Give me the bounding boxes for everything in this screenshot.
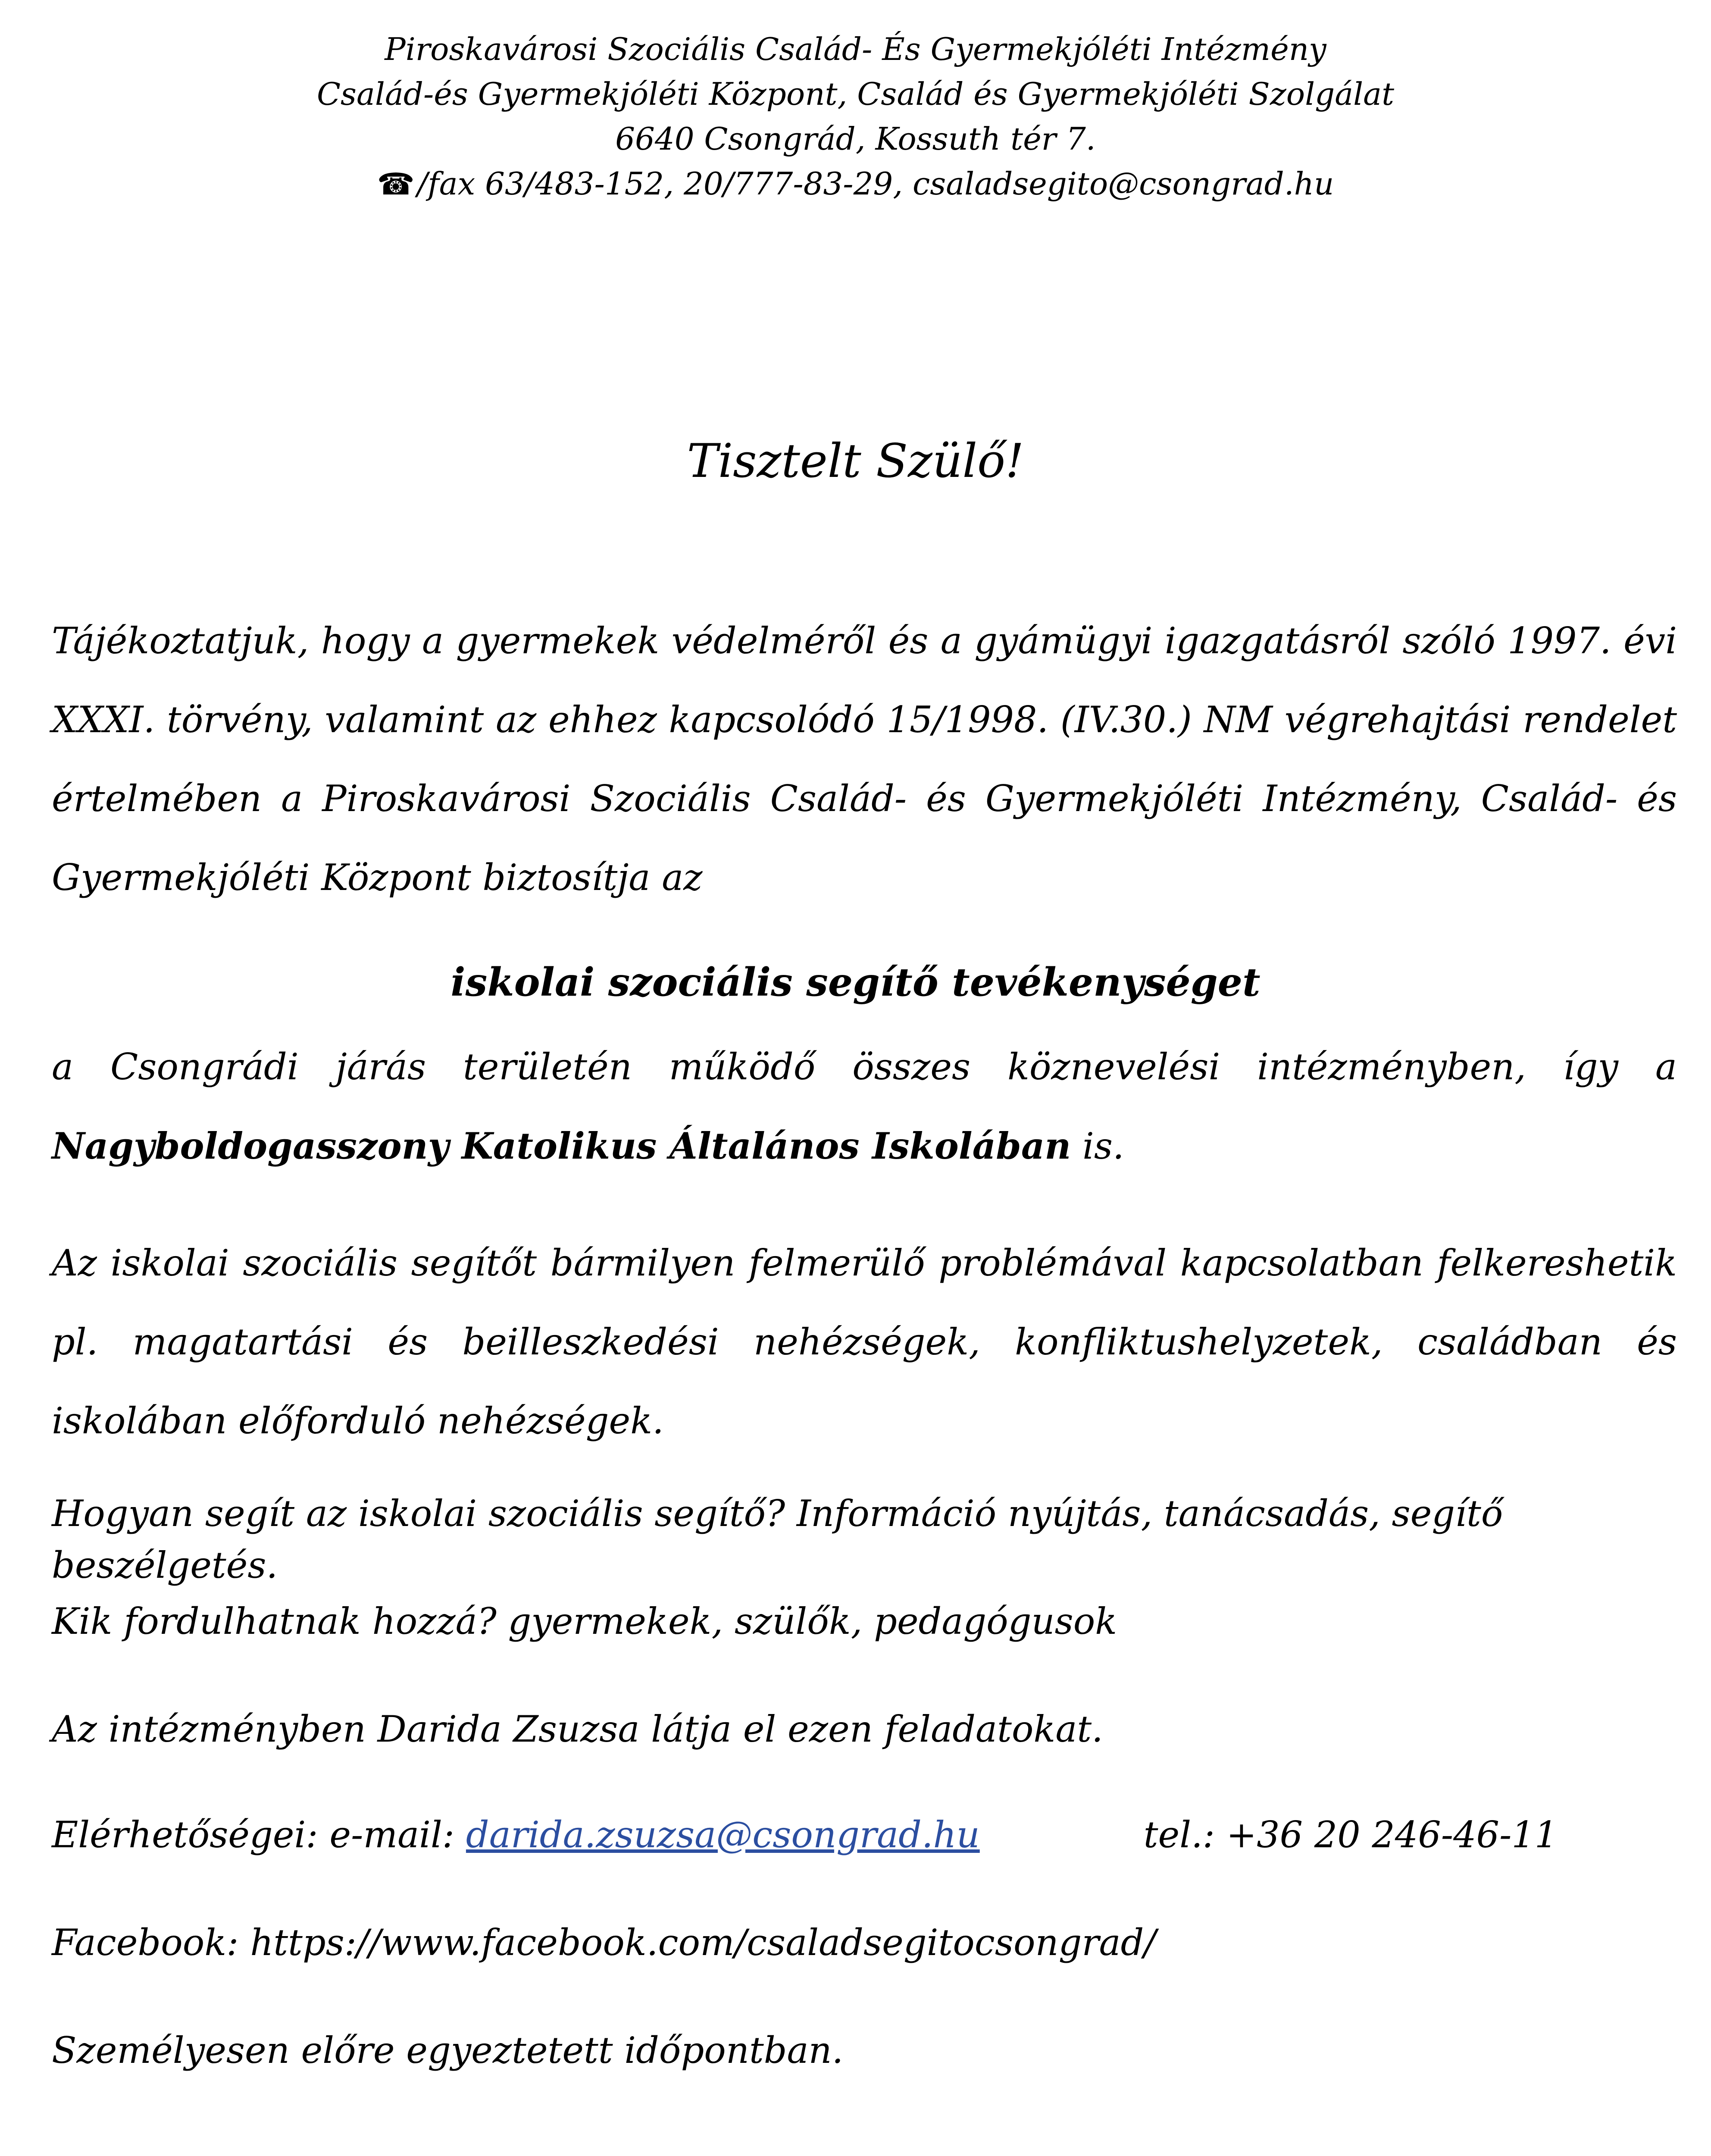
letterhead (0, 27, 1711, 207)
problems-paragraph: Az iskolai szociális segítőt bármilyen felmerülő problémával kapcsolatban felkereshetik pl. magatartási és beilleszkedési nehézségek, konfliktushelyzetek, családban és iskolában előforduló nehézségek. (52, 1242, 1677, 1442)
center-name: Család-és Gyermekjóléti Központ, Család és Gyermekjóléti Szolgálat (316, 76, 1395, 112)
facebook-line: Facebook: https://www.facebook.com/csaladsegitocsongrad/ (52, 1921, 1156, 1964)
phone-number: tel.: +36 20 246-46-11 (1143, 1814, 1558, 1856)
contact-line-body (52, 1809, 1677, 1861)
contact-line (0, 161, 1711, 207)
salutation-heading: Tisztelt Szülő! (687, 434, 1024, 488)
scope-text-before: a Csongrádi járás területén működő összes köznevelési intézményben, így a (52, 1046, 1677, 1088)
staff-line: Az intézményben Darida Zsuzsa látja el ezen feladatokat. (52, 1708, 1103, 1750)
scope-paragraph (52, 1028, 1677, 1186)
intro-paragraph: Tájékoztatjuk, hogy a gyermekek védelméről és a gyámügyi igazgatásról szóló 1997. évi XXXI. törvény, valamint az ehhez kapcsolódó 15/1998. (IV.30.) NM végrehajtási rendelet értelmében a Piroskavárosi Szociális Család- és Gyermekjóléti Intézmény, Család- és Gyermekjóléti Központ biztosítja az (52, 620, 1677, 899)
institution-name: Piroskavárosi Szociális Család- És Gyermekjóléti Intézmény (385, 31, 1326, 67)
school-name: Nagyboldogasszony Katolikus Általános Iskolában (52, 1125, 1071, 1167)
institution-address: 6640 Csongrád, Kossuth tér 7. (615, 121, 1096, 157)
scope-text-after: is. (1071, 1125, 1124, 1167)
contact-label: Elérhetőségei: e-mail: (52, 1814, 466, 1856)
who-line: Kik fordulhatnak hozzá? gyermekek, szülők, pedagógusok (52, 1600, 1117, 1642)
contact-details: /fax 63/483-152, 20/777-83-29, csaladsegito@csongrad.hu (417, 166, 1334, 202)
phone-icon: ☎ (377, 166, 415, 202)
email-link[interactable]: darida.zsuzsa@csongrad.hu (466, 1814, 980, 1856)
activity-heading: iskolai szociális segítő tevékenységet (450, 959, 1261, 1005)
appointment-line: Személyesen előre egyeztetett időpontban. (52, 2029, 844, 2071)
how-line: Hogyan segít az iskolai szociális segítő? Információ nyújtás, tanácsadás, segítő beszélgetés. (52, 1492, 1503, 1586)
